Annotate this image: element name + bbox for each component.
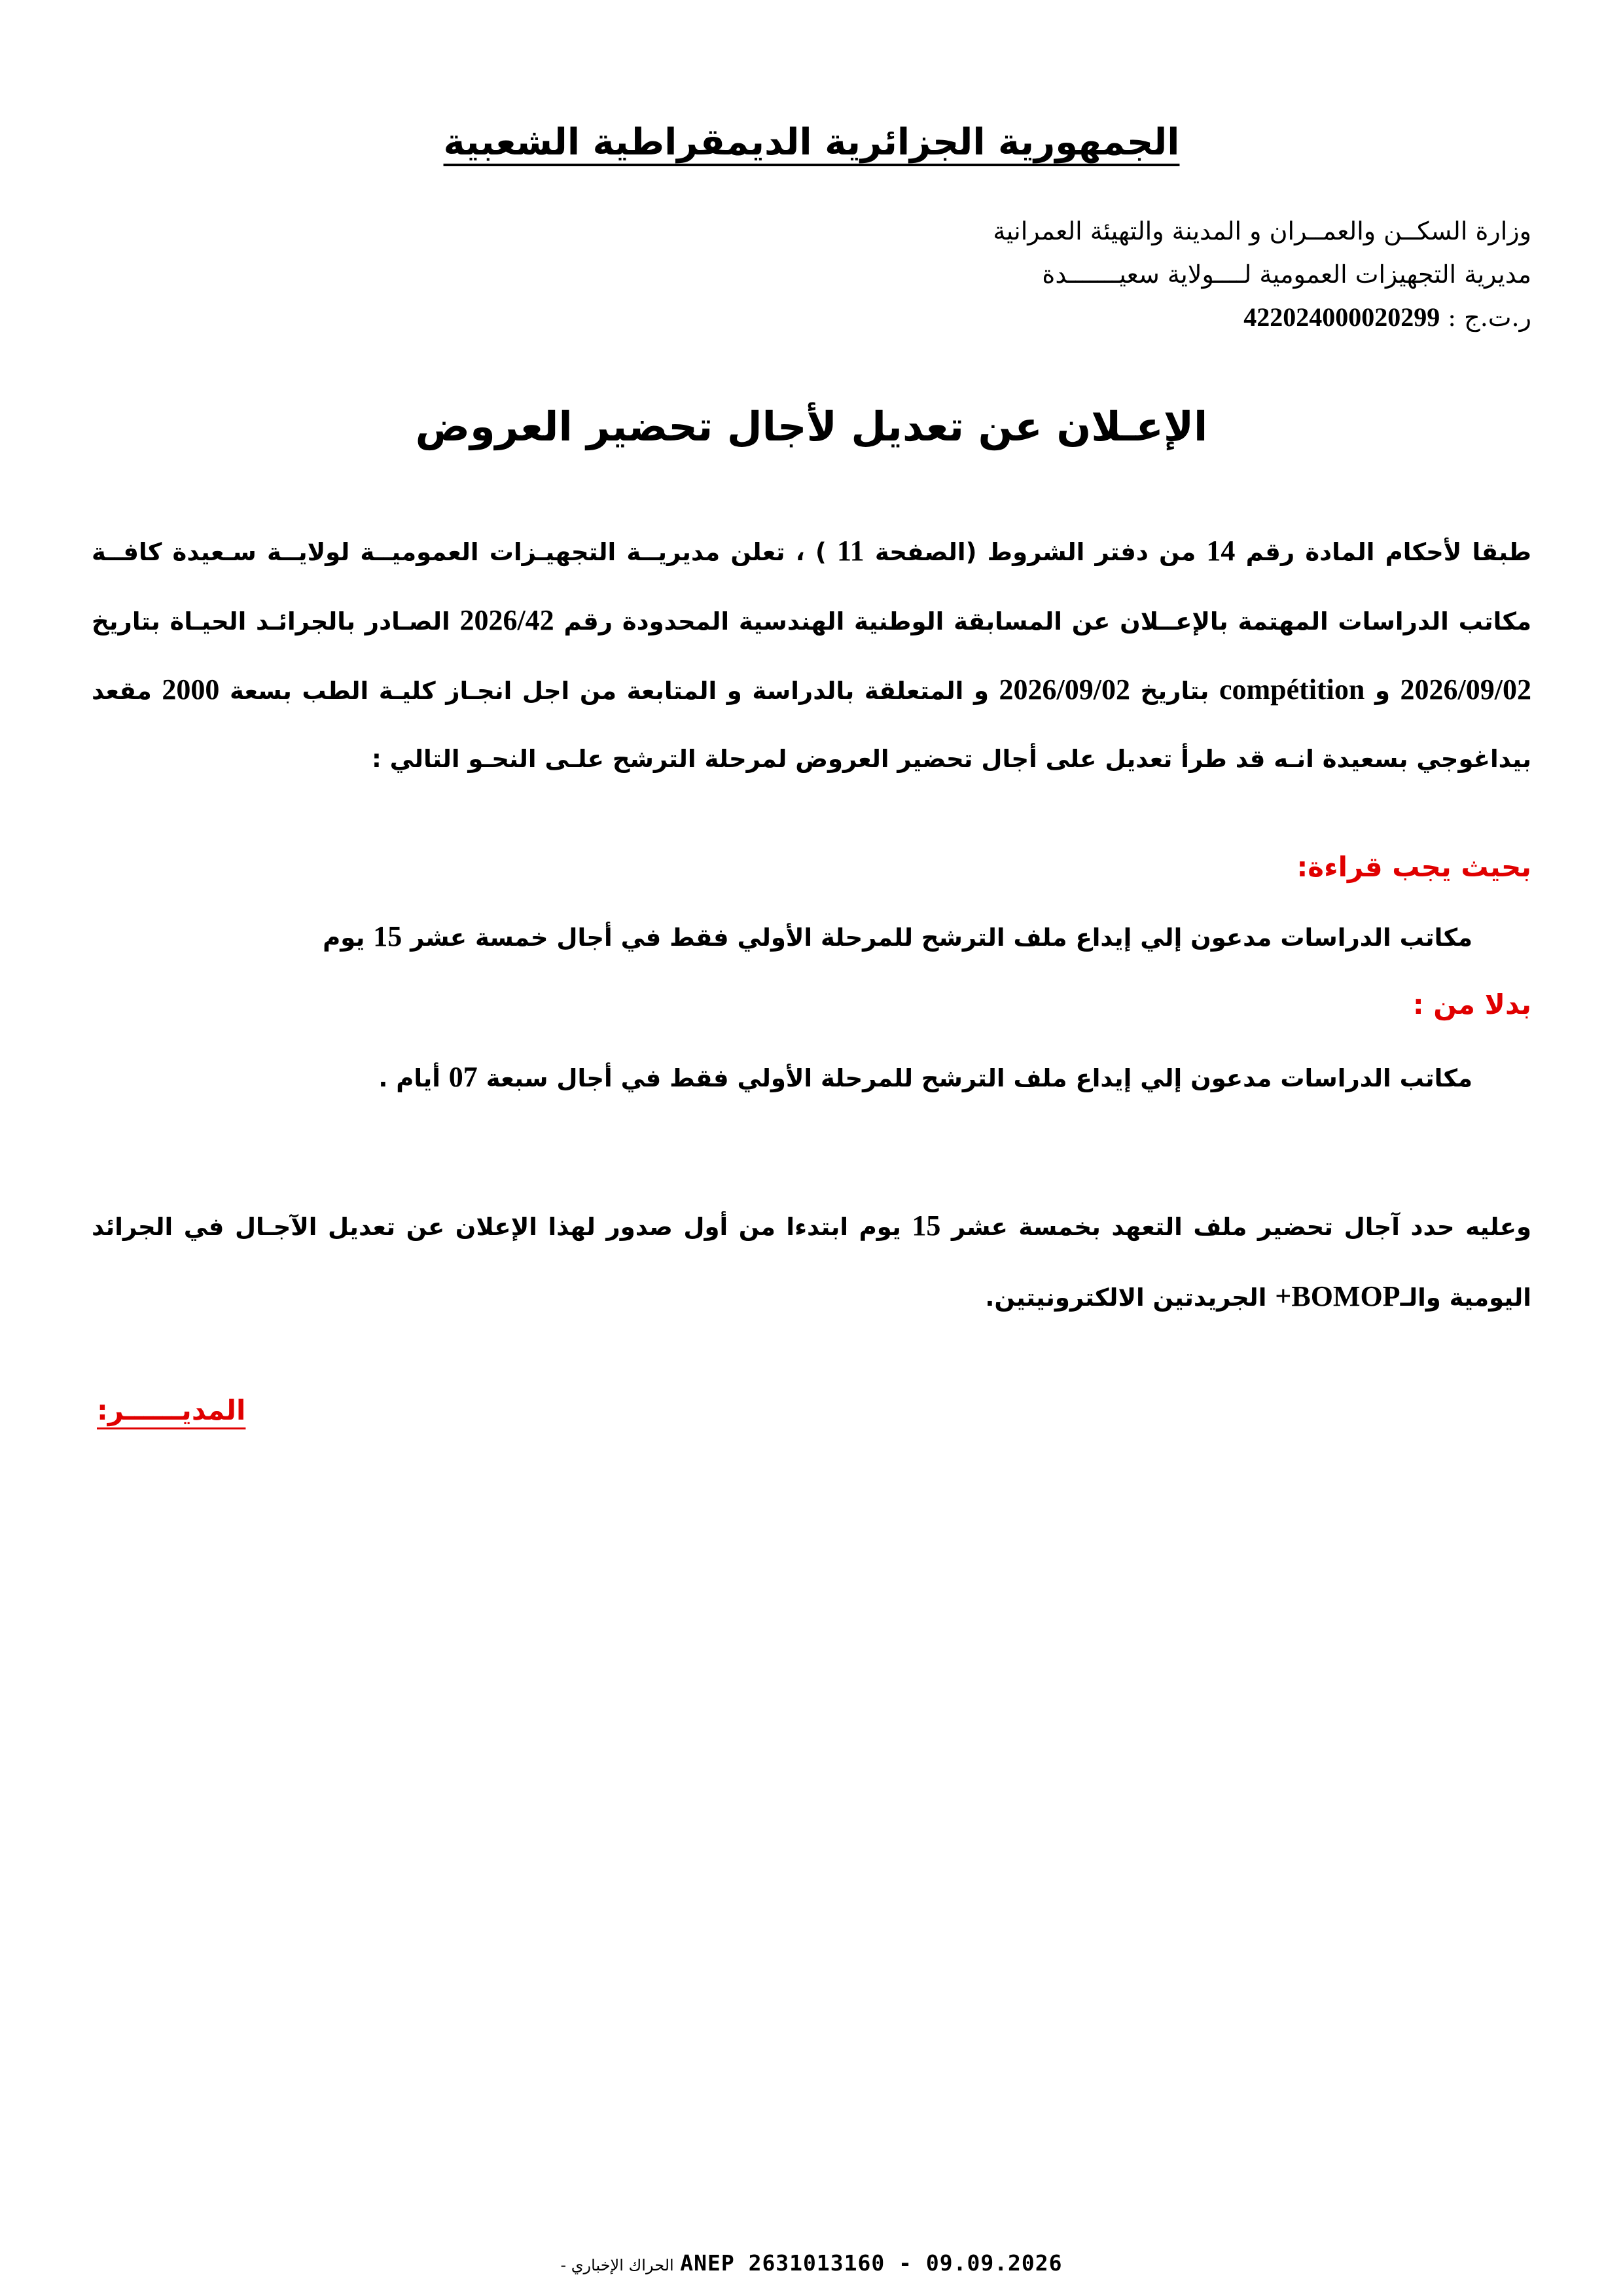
main-paragraph [92,517,1531,793]
should-read-line [323,920,1472,953]
issuer-block [746,209,1531,339]
paragraph-text: و المتعلقة بالدراسة و المتابعة من اجل انجـاز كليـة الطب بسعة [229,677,989,705]
days-number: 07 [448,1061,478,1093]
paragraph-text: طبقا لأحكام المادة رقم [1245,538,1532,566]
closing-text: يوم ابتدءا من أول صدور لهذا الإعلان عن تعديل الآجـال في الجرائد اليومية والـ [92,1213,1531,1312]
publication-date: 2026/09/02 [999,673,1130,706]
footer [0,2250,1623,2276]
bomop-label: BOMOP+ [1275,1280,1400,1312]
footer-source: - الحراك الإخباري [560,2256,674,2274]
line-text: مكاتب الدراسات مدعون إلي إيداع ملف الترشح للمرحلة الأولي فقط في أجال سبعة [486,1064,1472,1092]
seat-capacity: 2000 [162,673,220,706]
ministry-line: وزارة السكــن والعمــران و المدينة والتهيئة العمرانية [993,217,1531,245]
closing-paragraph [92,1191,1531,1333]
closing-text: الجريدتين الالكترونيتين. [985,1283,1267,1312]
days-number: 15 [373,920,402,952]
page-number: 11 [837,535,865,567]
newspaper-name: compétition [1219,673,1365,706]
line-text: مكاتب الدراسات مدعون إلي إيداع ملف الترشح للمرحلة الأولي فقط في أجال خمسة عشر [410,924,1472,952]
announcement-title: الإعـلان عن تعديل لأجال تحضير العروض [415,403,1208,450]
republic-heading: الجمهورية الجزائرية الديمقراطية الشعبية [443,121,1180,164]
paragraph-text: مقعد بيداغوجي بسعيدة انـه قد طرأ تعديل على أجال تحضير العروض لمرحلة الترشح علـى النحـو التالي : [92,677,1531,773]
reference-label: ر.ت.ج : [1448,303,1531,332]
paragraph-text: من دفتر الشروط (الصفحة [874,538,1196,566]
directorate-line: مديرية التجهيزات العمومية لــــولاية سعيـــــــدة [1042,260,1531,289]
reference-number: 422024000020299 [1243,302,1440,332]
director-signature: المديــــــر: [97,1394,246,1426]
line-text: أيام . [378,1064,440,1092]
line-text: يوم [323,924,365,952]
instead-of-heading: بدلا من : [1412,988,1531,1020]
footer-code: ANEP 2631013160 - 09.09.2026 [680,2250,1063,2276]
should-read-heading: بحيث يجب قراءة: [1296,851,1531,883]
competition-number: 2026/42 [459,604,554,636]
closing-text: وعليه حدد آجال تحضير ملف التعهد بخمسة عشر [951,1213,1531,1241]
days-number: 15 [912,1210,941,1242]
instead-of-line [378,1060,1472,1094]
paragraph-text: بتاريخ [1140,677,1209,705]
publication-date: 2026/09/02 [1400,673,1531,706]
article-number: 14 [1206,535,1236,567]
paragraph-text: ) ، تعلن مديريــة التجهيـزات العموميــة لولايــة سـعيدة كافــة مكاتب الدراسات المهتمة بالإعــلان عن المسابقة الوطنية الهندسية المحدودة رقم [92,538,1531,636]
reference-line [746,296,1531,339]
paragraph-text: الصـادر بالجرائـد الحيـاة بتاريخ [92,607,450,636]
paragraph-text: و [1374,677,1390,705]
